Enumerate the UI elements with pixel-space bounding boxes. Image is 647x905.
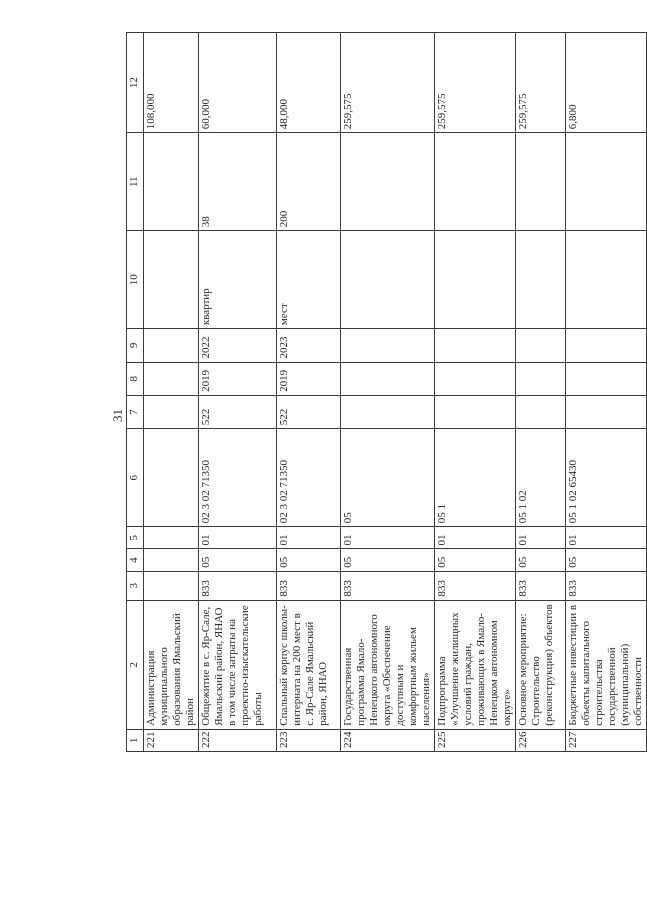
- cell-code: 833: [566, 571, 647, 600]
- cell-number: 224: [341, 729, 435, 751]
- table-row: [341, 33, 435, 752]
- table-row: [516, 33, 566, 752]
- table-row: [435, 33, 516, 752]
- cell-amount: 6,800: [566, 33, 647, 133]
- cell-start: [435, 362, 516, 395]
- cell-amount: 259,575: [341, 33, 435, 133]
- cell-end: [566, 329, 647, 362]
- cell-capacity: [435, 133, 516, 231]
- header-cell: 11: [127, 133, 144, 231]
- header-cell: 2: [127, 600, 144, 729]
- cell-number: 221: [144, 729, 199, 751]
- cell-subsection: 01: [341, 527, 435, 549]
- cell-subsection: 01: [199, 527, 277, 549]
- cell-start: 2019: [199, 362, 277, 395]
- header-cell: 7: [127, 395, 144, 428]
- cell-unit: квартир: [199, 231, 277, 329]
- cell-end: [516, 329, 566, 362]
- table-header-row: [127, 33, 144, 752]
- header-cell: 9: [127, 329, 144, 362]
- cell-end: [435, 329, 516, 362]
- cell-section: 05: [277, 549, 341, 571]
- cell-start: [144, 362, 199, 395]
- cell-type: [341, 395, 435, 428]
- cell-number: 223: [277, 729, 341, 751]
- cell-start: 2019: [277, 362, 341, 395]
- cell-subsection: 01: [516, 527, 566, 549]
- cell-type: [144, 395, 199, 428]
- cell-name: Спальный корпус школы-интерната на 200 мест в с. Яр-Сале Ямальский район, ЯНАО: [277, 600, 341, 729]
- cell-section: 05: [341, 549, 435, 571]
- cell-code: [144, 571, 199, 600]
- cell-code: 833: [516, 571, 566, 600]
- cell-amount: 259,575: [435, 33, 516, 133]
- cell-target: 02 3 02 71350: [277, 429, 341, 527]
- page-number: 31: [110, 409, 125, 422]
- cell-type: [516, 395, 566, 428]
- cell-target: 02 3 02 71350: [199, 429, 277, 527]
- cell-unit: [516, 231, 566, 329]
- cell-target: 05 1 02: [516, 429, 566, 527]
- cell-number: 225: [435, 729, 516, 751]
- table-row: [277, 33, 341, 752]
- cell-type: 522: [277, 395, 341, 428]
- cell-section: 05: [566, 549, 647, 571]
- cell-end: 2023: [277, 329, 341, 362]
- cell-capacity: 38: [199, 133, 277, 231]
- cell-end: [144, 329, 199, 362]
- cell-unit: мест: [277, 231, 341, 329]
- cell-subsection: 01: [435, 527, 516, 549]
- cell-amount: 60,000: [199, 33, 277, 133]
- cell-code: 833: [277, 571, 341, 600]
- budget-table: [126, 32, 647, 752]
- cell-target: 05 1 02 65430: [566, 429, 647, 527]
- cell-type: [566, 395, 647, 428]
- cell-start: [516, 362, 566, 395]
- cell-target: [144, 429, 199, 527]
- cell-name: Подпрограмма «Улучшение жилищных условий граждан, проживающих в Ямало-Ненецком автономном округе»: [435, 600, 516, 729]
- cell-end: 2022: [199, 329, 277, 362]
- cell-target: 05: [341, 429, 435, 527]
- cell-subsection: 01: [277, 527, 341, 549]
- cell-capacity: 200: [277, 133, 341, 231]
- cell-unit: [341, 231, 435, 329]
- cell-subsection: [144, 527, 199, 549]
- rotated-content: [102, 32, 644, 752]
- cell-number: 222: [199, 729, 277, 751]
- cell-type: 522: [199, 395, 277, 428]
- cell-start: [341, 362, 435, 395]
- cell-name: Общежитие в с. Яр-Сале, Ямальский район, ЯНАО в том числе затраты на проектно-изыскательские работы: [199, 600, 277, 729]
- cell-unit: [435, 231, 516, 329]
- cell-amount: 108,000: [144, 33, 199, 133]
- table-row: [199, 33, 277, 752]
- cell-section: 05: [435, 549, 516, 571]
- cell-code: 833: [199, 571, 277, 600]
- cell-capacity: [566, 133, 647, 231]
- cell-code: 833: [435, 571, 516, 600]
- header-cell: 3: [127, 571, 144, 600]
- cell-number: 227: [566, 729, 647, 751]
- cell-capacity: [144, 133, 199, 231]
- cell-name: Основное мероприятие: Строительство (реконструкция) объектов: [516, 600, 566, 729]
- cell-unit: [566, 231, 647, 329]
- table-row: [144, 33, 199, 752]
- cell-section: [144, 549, 199, 571]
- cell-end: [341, 329, 435, 362]
- cell-section: 05: [199, 549, 277, 571]
- cell-name: Государственная программа Ямало-Ненецкого автономного округа «Обеспечение доступным и комфортным жильем населения»: [341, 600, 435, 729]
- cell-start: [566, 362, 647, 395]
- cell-name: Администрация муниципального образования Ямальский район: [144, 600, 199, 729]
- cell-code: 833: [341, 571, 435, 600]
- cell-capacity: [341, 133, 435, 231]
- cell-target: 05 1: [435, 429, 516, 527]
- header-cell: 6: [127, 429, 144, 527]
- header-cell: 5: [127, 527, 144, 549]
- header-cell: 10: [127, 231, 144, 329]
- cell-amount: 48,000: [277, 33, 341, 133]
- header-cell: 8: [127, 362, 144, 395]
- cell-unit: [144, 231, 199, 329]
- cell-number: 226: [516, 729, 566, 751]
- cell-amount: 259,575: [516, 33, 566, 133]
- header-cell: 1: [127, 729, 144, 751]
- cell-section: 05: [516, 549, 566, 571]
- cell-subsection: 01: [566, 527, 647, 549]
- header-cell: 12: [127, 33, 144, 133]
- cell-type: [435, 395, 516, 428]
- header-cell: 4: [127, 549, 144, 571]
- cell-capacity: [516, 133, 566, 231]
- table-row: [566, 33, 647, 752]
- cell-name: Бюджетные инвестиции в объекты капитального строительства государственной (муниципальной) собственности: [566, 600, 647, 729]
